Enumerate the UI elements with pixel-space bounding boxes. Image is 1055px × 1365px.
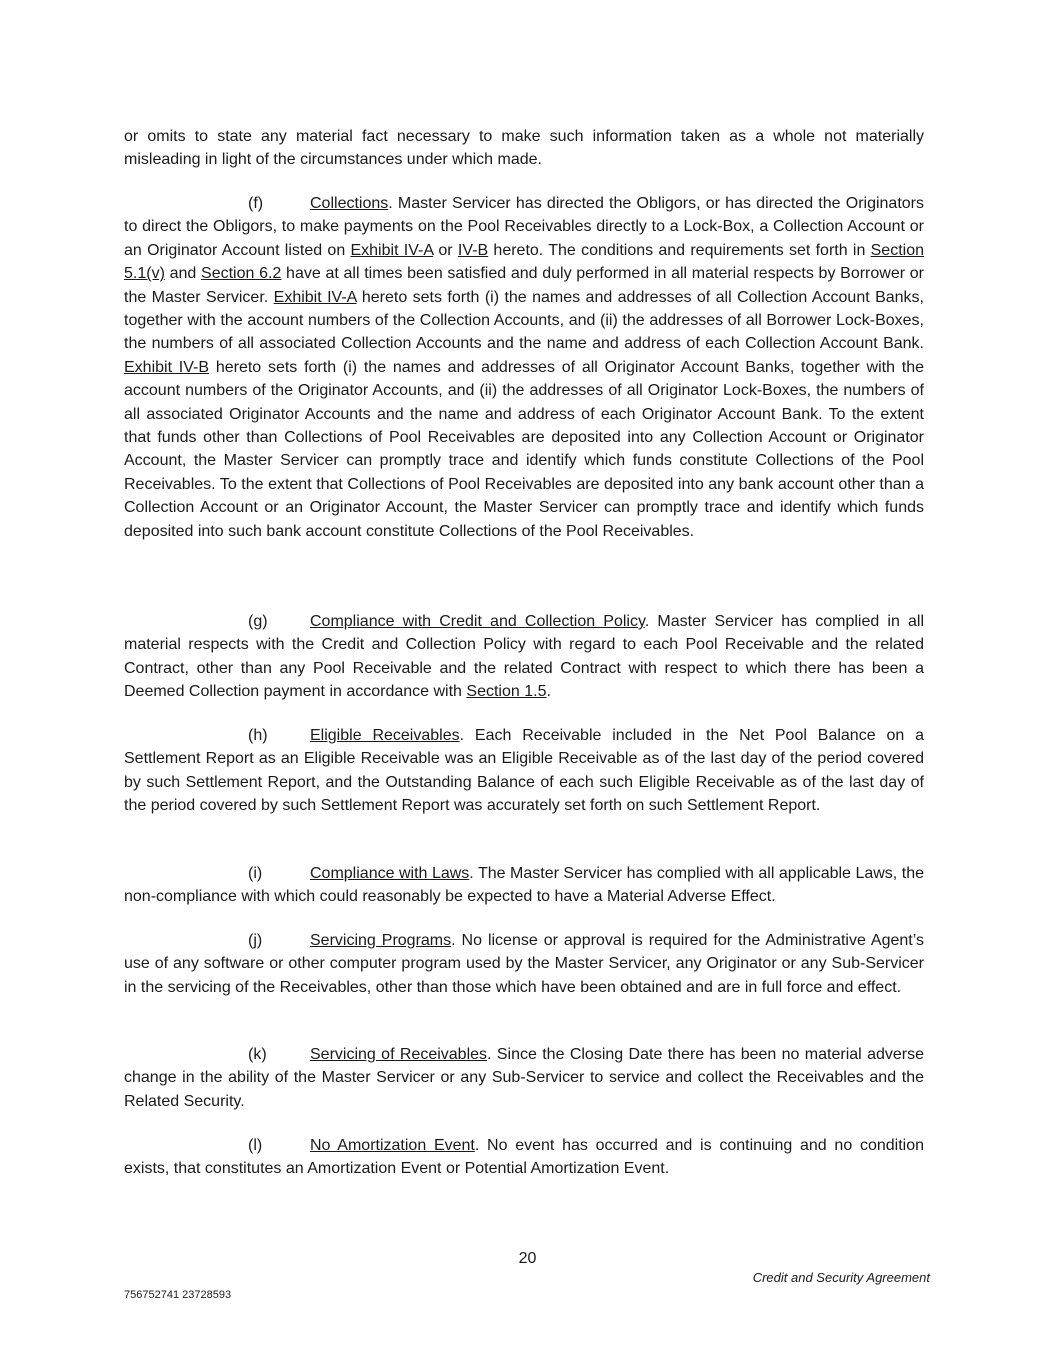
- section-g-compliance-credit-policy: (g) Compliance with Credit and Collection Policy. Master Servicer has complied in all material respects with the Credit and Collection Policy with regard to each Pool Receivable and the related Contract, other than any Pool Receivable and the related Contract with respect to which there has been a Deemed Collection payment in accordance with Section 1.5.: [124, 610, 924, 704]
- section-number: (i): [248, 865, 263, 882]
- section-heading: Compliance with Credit and Collection Policy: [310, 613, 645, 630]
- cross-reference: Section 5.1(v): [124, 241, 924, 283]
- section-f-collections: (f) Collections. Master Servicer has directed the Obligors, or has directed the Originators to direct the Obligors, to make payments on the Pool Receivables directly to a Lock-Box, a Collection Account or an Originator Account listed on Exhibit IV-A or IV-B hereto. The conditions and requirements set forth in Section 5.1(v) and Section 6.2 have at all times been satisfied and duly performed in all material respects by Borrower or the Master Servicer. Exhibit IV-A hereto sets forth (i) the names and addresses of all Collection Account Banks, together with the account numbers of the Collection Accounts, and (ii) the addresses of all Borrower Lock-Boxes, the numbers of all associated Collection Accounts and the name and address of each Collection Account Bank. Exhibit IV-B hereto sets forth (i) the names and addresses of all Originator Account Banks, together with the account numbers of the Originator Accounts, and (ii) the addresses of all Originator Lock-Boxes, the numbers of all associated Originator Accounts and the name and address of each Originator Account Bank. To the extent that funds other than Collections of Pool Receivables are deposited into any Collection Account or Originator Account, the Master Servicer can promptly trace and identify which funds constitute Collections of the Pool Receivables. To the extent that Collections of Pool Receivables are deposited into any bank account other than a Collection Account or an Originator Account, the Master Servicer can promptly trace and identify which funds deposited into such bank account constitute Collections of the Pool Receivables.: [124, 192, 924, 543]
- continuation-paragraph: or omits to state any material fact necessary to make such information taken as a whole not materially misleading in light of the circumstances under which made.: [124, 128, 924, 169]
- section-number: (k): [248, 1046, 267, 1063]
- cross-reference: Section 6.2: [201, 265, 282, 283]
- section-number: (f): [248, 195, 264, 212]
- section-heading: Servicing Programs: [310, 932, 452, 949]
- section-j-servicing-programs: (j) Servicing Programs. No license or approval is required for the Administrative Agent’s use of any software or other computer program used by the Master Servicer, any Originator or any Sub-Servicer in the servicing of the Receivables, other than those which have been obtained and are in full force and effect.: [124, 929, 924, 999]
- section-number: (j): [248, 932, 263, 949]
- document-id: 756752741 23728593: [124, 1289, 232, 1301]
- section-k-servicing-receivables: (k) Servicing of Receivables. Since the Closing Date there has been no material adverse change in the ability of the Master Servicer or any Sub-Servicer to service and collect the Receivables and the Related Security.: [124, 1043, 924, 1113]
- section-number: (h): [248, 727, 268, 744]
- section-heading: No Amortization Event: [310, 1137, 475, 1154]
- section-heading: Eligible Receivables: [310, 727, 460, 744]
- cross-reference: Exhibit IV-A: [273, 288, 357, 306]
- cross-reference: Section 1.5: [466, 683, 547, 701]
- section-h-eligible-receivables: (h) Eligible Receivables. Each Receivable included in the Net Pool Balance on a Settlement Report as an Eligible Receivable was an Eligible Receivable as of the last day of the period covered by such Settlement Report, and the Outstanding Balance of each such Eligible Receivable as of the last day of the period covered by such Settlement Report was accurately set forth on such Settlement Report.: [124, 724, 924, 818]
- section-heading: Collections: [310, 195, 389, 212]
- cross-reference: IV-B: [457, 241, 489, 259]
- section-i-compliance-laws: (i) Compliance with Laws. The Master Servicer has complied with all applicable Laws, the non-compliance with which could reasonably be expected to have a Material Adverse Effect.: [124, 862, 924, 909]
- section-number: (l): [248, 1137, 263, 1154]
- section-l-no-amortization-event: (l) No Amortization Event. No event has occurred and is continuing and no condition exists, that constitutes an Amortization Event or Potential Amortization Event.: [124, 1134, 924, 1181]
- page-number: 20: [518, 1250, 537, 1267]
- cross-reference: Exhibit IV-A: [350, 241, 434, 259]
- section-number: (g): [248, 613, 268, 630]
- section-heading: Servicing of Receivables: [310, 1046, 488, 1063]
- cross-reference: Exhibit IV-B: [124, 358, 210, 376]
- footer-document-title: Credit and Security Agreement: [752, 1270, 930, 1285]
- section-heading: Compliance with Laws: [310, 865, 470, 882]
